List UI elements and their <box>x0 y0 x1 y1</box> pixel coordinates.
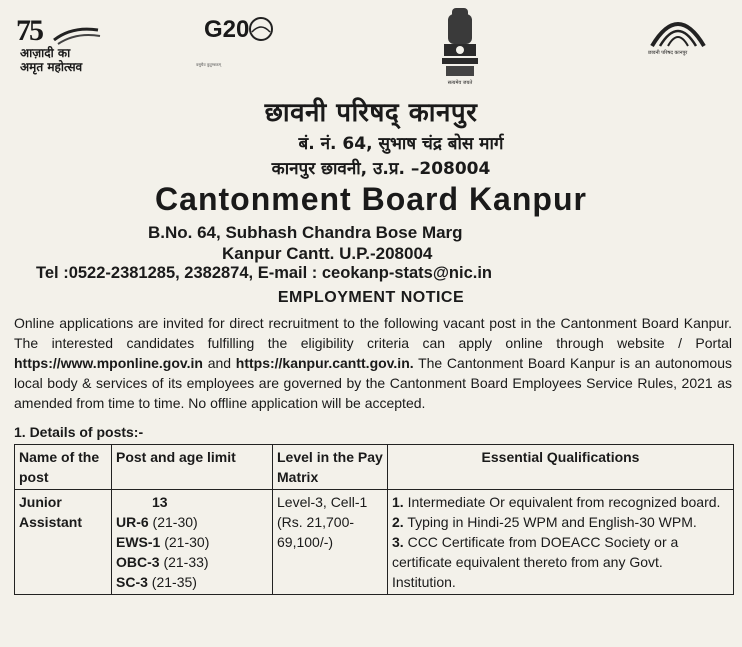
total-posts: 13 <box>152 494 168 510</box>
pay-level: Level-3, Cell-1 (Rs. 21,700-69,100/-) <box>273 490 388 595</box>
table-row <box>15 490 734 595</box>
hindi-title: छावनी परिषद् कानपुर <box>264 98 478 128</box>
qualification-3: 3. CCC Certificate from DOEACC Society or a certificate equivalent thereto from any Govt. Institution. <box>392 534 679 590</box>
hindi-address-line-1: बं. नं. 64, सुभाष चंद्र बोस मार्ग <box>298 134 504 154</box>
azadi-ka-amrit-mahotsav-logo <box>14 14 114 84</box>
post-name: Junior Assistant <box>15 490 112 595</box>
g20-mark: G20 <box>204 16 250 43</box>
lion-capital-icon <box>438 8 482 80</box>
paragraph-part-2: The Cantonment Board Kanpur is an autonomous local body & services of its employees are governed by the Cantonment Board Employees Service Rules, 2021 as amended from time to time. No offline application will be accepted. <box>14 355 732 411</box>
azadi-text-line-2: अमृत महोत्सव <box>20 60 83 74</box>
header-qualifications: Essential Qualifications <box>388 445 734 490</box>
header-name-of-post: Name of the post <box>15 445 112 490</box>
english-address-line-1: B.No. 64, Subhash Chandra Bose Marg <box>148 223 463 242</box>
flag-swoosh-icon <box>52 24 102 46</box>
category-ur: UR-6 (21-30) <box>116 514 198 530</box>
english-address-line-2: Kanpur Cantt. U.P.-208004 <box>222 244 433 263</box>
azadi-text-line-1: आज़ादी का <box>20 46 71 60</box>
g20-logo <box>196 14 286 84</box>
category-sc: SC-3 (21-35) <box>116 574 197 590</box>
header-pay-level: Level in the Pay Matrix <box>273 445 388 490</box>
portal-link-kanpur-cantt[interactable]: https://kanpur.cantt.gov.in. <box>235 355 414 371</box>
english-title: Cantonment Board Kanpur <box>155 181 587 217</box>
g20-tagline: वसुधैव कुटुम्बकम् <box>196 62 222 67</box>
portal-link-mponline[interactable]: https://www.mponline.gov.in <box>14 355 203 371</box>
category-ews: EWS-1 (21-30) <box>116 534 210 550</box>
details-of-posts-heading: 1. Details of posts:- <box>14 424 144 440</box>
cantonment-board-logo <box>646 12 710 72</box>
cantonment-logo-text: छावनी परिषद कानपुर <box>648 50 688 56</box>
qualification-1: 1. Intermediate Or equivalent from recognized board. <box>392 494 721 510</box>
hindi-address-line-2: कानपुर छावनी, उ.प्र. –208004 <box>271 159 491 179</box>
paragraph-part-1: Online applications are invited for direct recruitment to the following vacant post in the Cantonment Board Kanpur. The interested candidates fulfilling the eligibility criteria can apply online through website / Portal <box>14 315 732 351</box>
qualification-2: 2. Typing in Hindi-25 WPM and English-30 WPM. <box>392 514 697 530</box>
lotus-globe-icon <box>248 16 274 42</box>
table-header-row <box>15 445 734 490</box>
post-age-cell <box>112 490 273 595</box>
category-obc: OBC-3 (21-33) <box>116 554 209 570</box>
cantonment-arc-icon <box>646 12 710 52</box>
azadi-number: 75 <box>16 14 42 47</box>
notice-paragraph <box>14 313 732 413</box>
contact-details: Tel :0522-2381285, 2382874, E-mail : ceokanp-stats@nic.in <box>36 264 493 282</box>
emblem-caption: सत्यमेव जयते <box>447 80 473 86</box>
paragraph-and: and <box>203 355 236 371</box>
notice-heading: EMPLOYMENT NOTICE <box>277 289 465 306</box>
national-emblem-logo <box>438 8 482 92</box>
header-post-age-limit: Post and age limit <box>112 445 273 490</box>
posts-table <box>14 444 734 595</box>
qualifications-cell <box>388 490 734 595</box>
